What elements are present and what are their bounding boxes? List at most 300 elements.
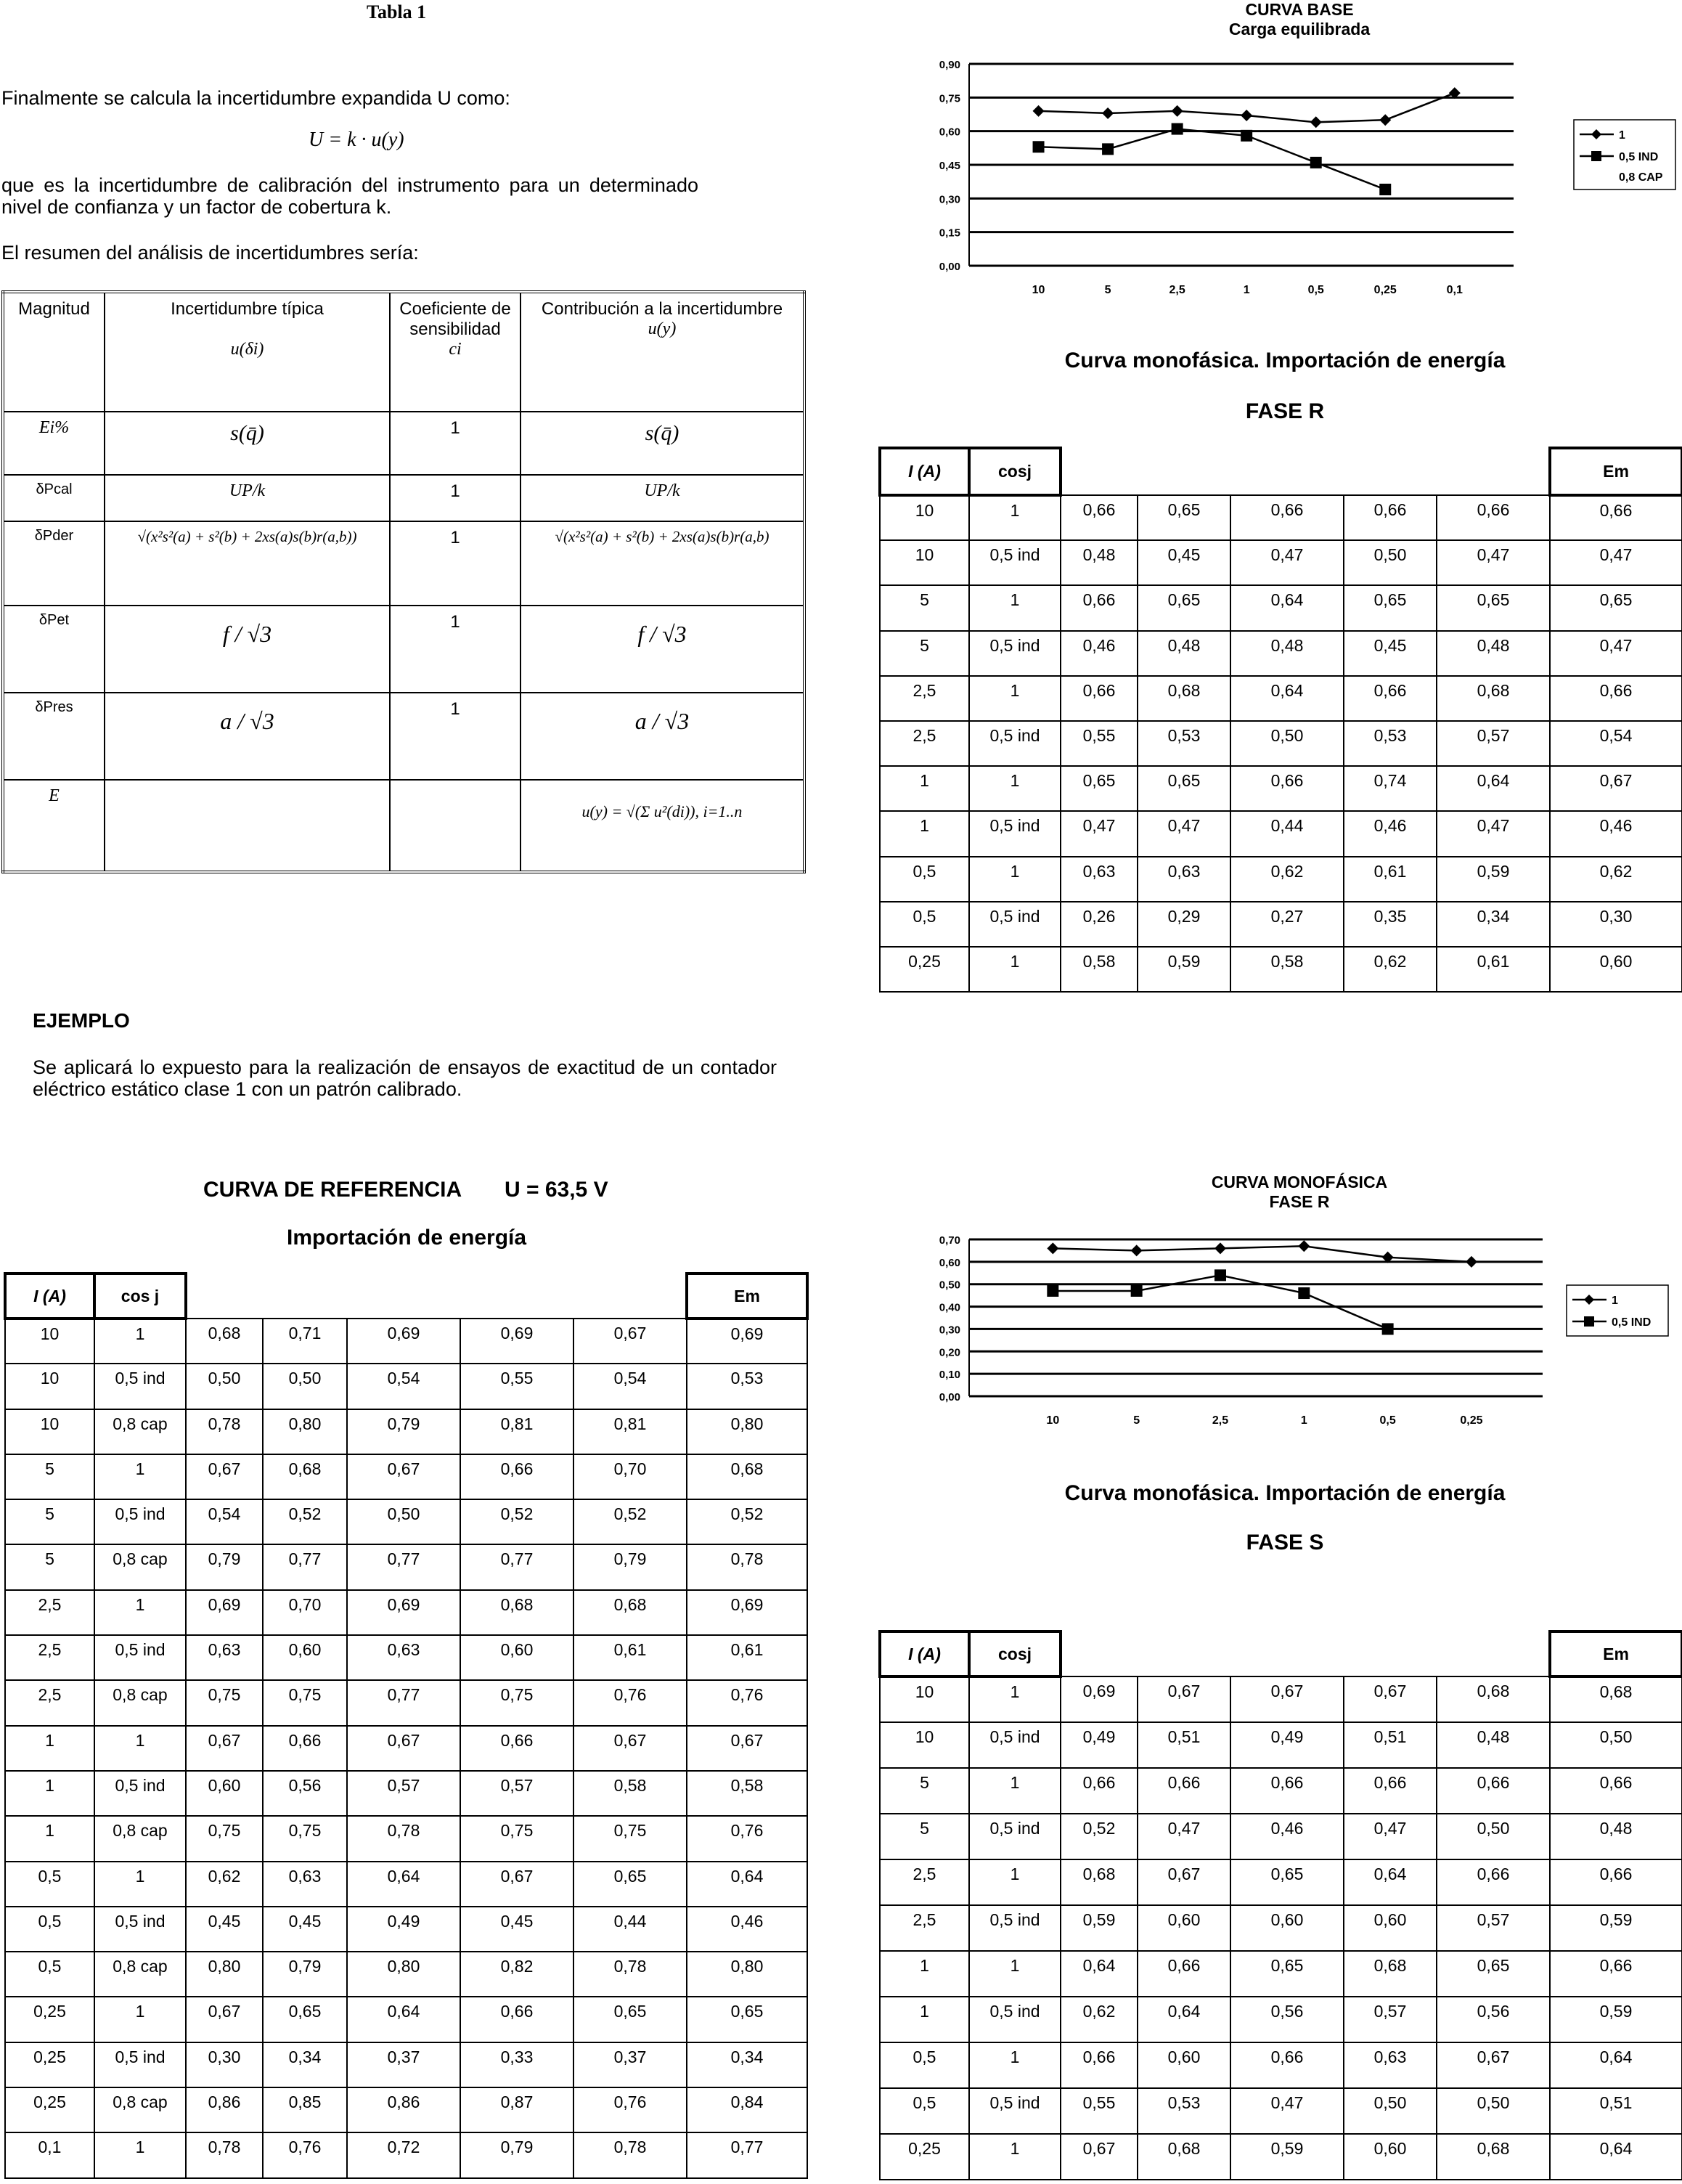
- table-cell: 0,56: [1230, 1997, 1344, 2042]
- table-cell: 0,67: [186, 1726, 263, 1771]
- table-cell: 5: [880, 1814, 969, 1859]
- data-point-square: [1310, 157, 1322, 168]
- table-cell: 0,66: [1344, 676, 1437, 721]
- table-cell: 0,54: [573, 1364, 687, 1409]
- chart1-title: CURVA BASE Carga equilibrada: [1228, 0, 1371, 38]
- table-cell: 1: [969, 1676, 1061, 1722]
- table-cell: 0,65: [1138, 495, 1230, 540]
- y-tick-label: 0,00: [939, 261, 960, 273]
- header-i: I (A): [5, 1274, 94, 1319]
- c-cell: 1: [390, 475, 520, 521]
- mag-cell: E: [3, 780, 105, 872]
- table-cell: 0,5: [880, 2088, 969, 2134]
- table-cell: 0,67: [186, 1454, 263, 1499]
- table-cell: 0,66: [1550, 1951, 1682, 1997]
- intro-line1: Finalmente se calcula la incertidumbre expandida U como:: [1, 87, 510, 109]
- x-tick-label: 5: [1104, 284, 1111, 296]
- table-cell: 0,75: [460, 1680, 573, 1725]
- c-cell: 1: [390, 693, 520, 780]
- table-cell: 0,74: [1344, 766, 1437, 811]
- table-cell: 0,46: [1061, 631, 1138, 676]
- table-cell: 1: [969, 495, 1061, 540]
- table-cell: 0,48: [1138, 631, 1230, 676]
- table-cell: 0,67: [1230, 1676, 1344, 1722]
- table-cell: 0,5: [5, 1907, 94, 1952]
- legend-label: 0,5 IND: [1619, 151, 1659, 163]
- table-cell: 0,48: [1550, 1814, 1682, 1859]
- table-cell: 0,80: [263, 1409, 347, 1454]
- table-cell: 2,5: [5, 1680, 94, 1725]
- table-cell: 0,66: [1550, 676, 1682, 721]
- table-cell: 0,53: [1138, 721, 1230, 766]
- data-point-diamond: [1379, 114, 1391, 126]
- table-cell: 0,50: [1550, 1722, 1682, 1768]
- table-cell: 0,67: [1550, 766, 1682, 811]
- table-cell: 10: [880, 1722, 969, 1768]
- table-cell: 0,5 ind: [969, 2088, 1061, 2134]
- table-cell: 0,25: [880, 2134, 969, 2180]
- table-cell: 1: [880, 766, 969, 811]
- formula-u: U = k · u(y): [309, 129, 404, 151]
- table-cell: 0,45: [186, 1907, 263, 1952]
- table-cell: 0,65: [1061, 766, 1138, 811]
- table-cell: 0,50: [1437, 2088, 1550, 2134]
- table-cell: 0,49: [1061, 1722, 1138, 1768]
- table-cell: 0,52: [1061, 1814, 1138, 1859]
- table-cell: 0,35: [1344, 902, 1437, 947]
- table-cell: 0,78: [186, 2132, 263, 2177]
- table-cell: 0,61: [1437, 947, 1550, 992]
- table-row: [880, 1951, 1682, 1997]
- table-cell: 0,75: [573, 1816, 687, 1861]
- table-cell: 0,5 ind: [94, 1907, 186, 1952]
- table-cell: 0,47: [1550, 631, 1682, 676]
- table-cell: 0,69: [347, 1590, 460, 1635]
- data-point-diamond: [1102, 107, 1114, 119]
- table-cell: 0,59: [1550, 1997, 1682, 2042]
- x-tick-label: 0,1: [1446, 284, 1463, 296]
- table-cell: 0,8 cap: [94, 1409, 186, 1454]
- header-em: Em: [1550, 1631, 1682, 1676]
- table-cell: 0,8 cap: [94, 1544, 186, 1589]
- table-cell: 0,46: [1550, 811, 1682, 856]
- fase-s-label: FASE S: [1246, 1531, 1324, 1555]
- table-cell: 0,5 ind: [969, 902, 1061, 947]
- u-cell: [105, 780, 390, 872]
- table-cell: 0,70: [573, 1454, 687, 1499]
- table-cell: 0,5: [5, 1862, 94, 1907]
- table-cell: 0,67: [347, 1726, 460, 1771]
- table-cell: 0,75: [460, 1816, 573, 1861]
- table-cell: 0,66: [460, 1726, 573, 1771]
- fase-s-title: Curva monofásica. Importación de energía: [1064, 1481, 1506, 1505]
- table-cell: 0,50: [1344, 2088, 1437, 2134]
- table-cell: 0,67: [687, 1726, 807, 1771]
- fase-r-chart: [871, 1227, 1682, 1430]
- legend-marker-square: [1591, 151, 1601, 161]
- table-cell: 0,82: [460, 1952, 573, 1997]
- table-cell: 0,5 ind: [94, 1771, 186, 1816]
- contrib-cell: a / √3: [520, 693, 804, 780]
- y-tick-label: 0,15: [939, 227, 960, 240]
- table-cell: 0,51: [1138, 1722, 1230, 1768]
- table-cell: 0,68: [186, 1319, 263, 1364]
- data-point-square: [1131, 1285, 1143, 1297]
- table-cell: 0,76: [687, 1816, 807, 1861]
- table-cell: 0,65: [1230, 1951, 1344, 1997]
- table-cell: 0,46: [1344, 811, 1437, 856]
- table-cell: 10: [880, 495, 969, 540]
- table-cell: 0,64: [1437, 766, 1550, 811]
- table-cell: 0,57: [347, 1771, 460, 1816]
- table-cell: 0,62: [1230, 857, 1344, 902]
- table-cell: 0,54: [1550, 721, 1682, 766]
- y-tick-label: 0,30: [939, 193, 960, 206]
- table-cell: 0,65: [1437, 1951, 1550, 1997]
- y-tick-label: 0,60: [939, 1256, 960, 1269]
- table-row: [880, 1814, 1682, 1859]
- table-cell: 0,66: [460, 1997, 573, 2042]
- table-cell: 0,50: [1437, 1814, 1550, 1859]
- table-cell: 0,69: [687, 1319, 807, 1364]
- table-cell: 1: [969, 676, 1061, 721]
- table-cell: 1: [94, 1726, 186, 1771]
- table-cell: 0,47: [1437, 811, 1550, 856]
- table-cell: 1: [969, 585, 1061, 630]
- table-cell: 0,68: [1437, 676, 1550, 721]
- contrib-cell: s(q̄): [520, 412, 804, 475]
- table-cell: 0,47: [1230, 540, 1344, 585]
- fase-s-table: [878, 1630, 1682, 2180]
- table-cell: 0,78: [186, 1409, 263, 1454]
- table-cell: 0,65: [263, 1997, 347, 2042]
- table-cell: 0,65: [1344, 585, 1437, 630]
- table-cell: 0,33: [460, 2042, 573, 2087]
- table-cell: 0,65: [573, 1862, 687, 1907]
- table-cell: 0,53: [1138, 2088, 1230, 2134]
- table-cell: 0,44: [573, 1907, 687, 1952]
- data-point-square: [1033, 141, 1045, 152]
- table-cell: 0,64: [347, 1862, 460, 1907]
- table-cell: 0,45: [263, 1907, 347, 1952]
- table-cell: 5: [5, 1544, 94, 1589]
- table-row: [880, 2134, 1682, 2180]
- table-cell: 0,30: [186, 2042, 263, 2087]
- x-tick-label: 0,5: [1307, 284, 1324, 296]
- table-row: [5, 1499, 807, 1544]
- table-row: [5, 1771, 807, 1816]
- table-cell: 0,65: [1230, 1859, 1344, 1905]
- table-cell: 0,63: [1344, 2042, 1437, 2088]
- table-cell: 0,65: [1437, 585, 1550, 630]
- table-cell: 0,60: [1138, 2042, 1230, 2088]
- table-cell: 0,67: [1138, 1676, 1230, 1722]
- legend-label: 1: [1612, 1295, 1618, 1307]
- header-magnitud: Magnitud: [3, 292, 105, 412]
- table-cell: 0,58: [687, 1771, 807, 1816]
- table-row: [5, 1816, 807, 1861]
- table-row: [880, 811, 1682, 856]
- contrib-cell: u(y) = √(Σ u²(di)), i=1..n: [520, 780, 804, 872]
- table-cell: 0,53: [687, 1364, 807, 1409]
- table-cell: 0,60: [1138, 1905, 1230, 1951]
- table-cell: 1: [94, 1862, 186, 1907]
- y-tick-label: 0,00: [939, 1391, 960, 1403]
- table-cell: 0,67: [573, 1726, 687, 1771]
- contrib-cell: √(x²s²(a) + s²(b) + 2xs(a)s(b)r(a,b): [520, 521, 804, 606]
- data-point-square: [1382, 1323, 1394, 1335]
- x-tick-label: 10: [1046, 1414, 1060, 1427]
- x-tick-label: 2,5: [1212, 1414, 1229, 1427]
- table-cell: 0,76: [687, 1680, 807, 1725]
- mag-cell: δPres: [3, 693, 105, 780]
- table-cell: 0,5 ind: [969, 540, 1061, 585]
- legend-label: 0,8 CAP: [1619, 171, 1663, 184]
- table-cell: 0,63: [186, 1635, 263, 1680]
- table-cell: 0,50: [1344, 540, 1437, 585]
- y-tick-label: 0,70: [939, 1234, 960, 1247]
- table-cell: 0,50: [347, 1499, 460, 1544]
- table-row: [5, 1409, 807, 1454]
- x-tick-label: 0,25: [1460, 1414, 1483, 1427]
- table-cell: 0,63: [347, 1635, 460, 1680]
- table-cell: 0,66: [1230, 2042, 1344, 2088]
- table-cell: 0,66: [1138, 1951, 1230, 1997]
- table-cell: 0,66: [263, 1726, 347, 1771]
- table-cell: 0,49: [1230, 1722, 1344, 1768]
- table-cell: 0,71: [263, 1319, 347, 1364]
- data-point-square: [1241, 130, 1252, 142]
- chart2-title: CURVA MONOFÁSICA FASE R: [1211, 1173, 1388, 1211]
- table-cell: 0,87: [460, 2087, 573, 2132]
- table-cell: 0,66: [1230, 766, 1344, 811]
- table-cell: 1: [94, 2132, 186, 2177]
- table-row: [5, 1862, 807, 1907]
- table-cell: 0,59: [1550, 1905, 1682, 1951]
- table-cell: 0,34: [687, 2042, 807, 2087]
- table-cell: 5: [5, 1499, 94, 1544]
- table-cell: 0,61: [573, 1635, 687, 1680]
- table-cell: 0,67: [1437, 2042, 1550, 2088]
- table-row: [880, 1859, 1682, 1905]
- table-cell: 0,80: [687, 1952, 807, 1997]
- table-row: [5, 1590, 807, 1635]
- table-cell: 0,48: [1437, 631, 1550, 676]
- table-cell: 0,63: [1138, 857, 1230, 902]
- table-cell: 0,67: [573, 1319, 687, 1364]
- x-tick-label: 5: [1133, 1414, 1140, 1427]
- table-cell: 0,66: [460, 1454, 573, 1499]
- table-cell: 0,66: [1550, 1859, 1682, 1905]
- table-cell: 1: [969, 857, 1061, 902]
- header-i: I (A): [880, 448, 969, 495]
- table-cell: 0,34: [263, 2042, 347, 2087]
- table-cell: 0,61: [687, 1635, 807, 1680]
- data-point-diamond: [1298, 1240, 1310, 1252]
- table-cell: 0,66: [1061, 495, 1138, 540]
- header-gap: [1061, 448, 1550, 495]
- ejemplo-text: Se aplicará lo expuesto para la realización de ensayos de exactitud de un contador eléctrico estático clase 1 con un patrón calibrado.: [33, 1056, 777, 1100]
- table-cell: 0,64: [1550, 2042, 1682, 2088]
- reference-table: [4, 1272, 809, 2179]
- table-row: [5, 1952, 807, 1997]
- table-cell: 0,59: [1061, 1905, 1138, 1951]
- table-cell: 0,84: [687, 2087, 807, 2132]
- table-row: [880, 1722, 1682, 1768]
- contrib-cell: UP/k: [520, 475, 804, 521]
- table-row: [3, 412, 804, 475]
- table-cell: 0,68: [263, 1454, 347, 1499]
- table-row: [880, 2088, 1682, 2134]
- table-cell: 0,78: [573, 2132, 687, 2177]
- table-cell: 0,75: [263, 1816, 347, 1861]
- header-gap: [1061, 1631, 1550, 1676]
- table-row: [880, 1768, 1682, 1814]
- table-cell: 0,37: [347, 2042, 460, 2087]
- table-row: [880, 947, 1682, 992]
- table-cell: 0,55: [1061, 2088, 1138, 2134]
- fase-r-title: Curva monofásica. Importación de energía: [1064, 349, 1506, 372]
- legend-label: 0,5 IND: [1612, 1316, 1652, 1329]
- table-cell: 0,68: [460, 1590, 573, 1635]
- c-cell: 1: [390, 521, 520, 606]
- ref-subtitle: Importación de energía: [287, 1226, 527, 1250]
- table-cell: 0,66: [1344, 1768, 1437, 1814]
- table-cell: 0,62: [1550, 857, 1682, 902]
- table-cell: 0,77: [460, 1544, 573, 1589]
- data-point-diamond: [1241, 110, 1252, 121]
- table-row: [5, 1544, 807, 1589]
- series-line: [1053, 1246, 1471, 1262]
- table-cell: 0,8 cap: [94, 1952, 186, 1997]
- y-tick-label: 0,90: [939, 59, 960, 71]
- table-cell: 0,66: [1550, 1768, 1682, 1814]
- table-cell: 5: [880, 1768, 969, 1814]
- table-cell: 0,67: [347, 1454, 460, 1499]
- c-cell: 1: [390, 412, 520, 475]
- data-point-diamond: [1033, 105, 1045, 117]
- table-row: [880, 721, 1682, 766]
- table-row: [5, 1726, 807, 1771]
- data-point-diamond: [1466, 1256, 1477, 1268]
- table-cell: 0,78: [573, 1952, 687, 1997]
- header-contribucion: Contribución a la incertidumbre u(y): [520, 292, 804, 412]
- table-cell: 0,66: [1230, 495, 1344, 540]
- y-tick-label: 0,40: [939, 1301, 960, 1314]
- table-cell: 0,80: [347, 1952, 460, 1997]
- table-cell: 10: [5, 1409, 94, 1454]
- table-cell: 0,64: [1550, 2134, 1682, 2180]
- header-cos: cos j: [94, 1274, 186, 1319]
- table-cell: 0,52: [573, 1499, 687, 1544]
- contrib-cell: f / √3: [520, 606, 804, 693]
- table-cell: 10: [5, 1319, 94, 1364]
- y-tick-label: 0,20: [939, 1346, 960, 1359]
- table-cell: 0,66: [1437, 495, 1550, 540]
- table-cell: 0,62: [1344, 947, 1437, 992]
- c-cell: [390, 780, 520, 872]
- table-cell: 0,50: [186, 1364, 263, 1409]
- table-cell: 0,66: [1061, 585, 1138, 630]
- table-header-row: [5, 1274, 807, 1319]
- table-row: [880, 1676, 1682, 1722]
- table-cell: 0,68: [1138, 2134, 1230, 2180]
- legend-label: 1: [1619, 129, 1625, 142]
- data-point-diamond: [1310, 116, 1322, 128]
- y-tick-label: 0,60: [939, 126, 960, 139]
- table-cell: 0,67: [460, 1862, 573, 1907]
- header-i: I (A): [880, 1631, 969, 1676]
- data-point-square: [1047, 1285, 1058, 1297]
- table-cell: 0,69: [1061, 1676, 1138, 1722]
- data-point-square: [1298, 1287, 1310, 1299]
- x-tick-label: 0,5: [1379, 1414, 1396, 1427]
- table-cell: 0,59: [1230, 2134, 1344, 2180]
- table-cell: 0,55: [1061, 721, 1138, 766]
- x-tick-label: 1: [1300, 1414, 1307, 1427]
- table-cell: 0,59: [1437, 857, 1550, 902]
- table-cell: 0,79: [347, 1409, 460, 1454]
- table-row: [5, 1680, 807, 1725]
- table-cell: 0,66: [1061, 676, 1138, 721]
- table-cell: 0,81: [460, 1409, 573, 1454]
- table-cell: 0,53: [1344, 721, 1437, 766]
- data-point-diamond: [1047, 1242, 1058, 1254]
- table-header-row: [880, 1631, 1682, 1676]
- table-row: [5, 1997, 807, 2042]
- table-cell: 0,48: [1230, 631, 1344, 676]
- mag-cell: Ei%: [3, 412, 105, 475]
- table-cell: 0,37: [573, 2042, 687, 2087]
- table-cell: 0,54: [186, 1499, 263, 1544]
- table-cell: 0,86: [186, 2087, 263, 2132]
- table-cell: 0,67: [1061, 2134, 1138, 2180]
- table-cell: 0,76: [573, 2087, 687, 2132]
- table-cell: 5: [880, 631, 969, 676]
- table-cell: 0,57: [460, 1771, 573, 1816]
- table-cell: 0,56: [263, 1771, 347, 1816]
- table-cell: 0,66: [1230, 1768, 1344, 1814]
- data-point-square: [1172, 123, 1183, 135]
- table-cell: 0,76: [573, 1680, 687, 1725]
- table-cell: 0,27: [1230, 902, 1344, 947]
- table-cell: 0,29: [1138, 902, 1230, 947]
- table-cell: 1: [5, 1726, 94, 1771]
- c-cell: 1: [390, 606, 520, 693]
- table-cell: 0,62: [186, 1862, 263, 1907]
- table-cell: 2,5: [5, 1635, 94, 1680]
- table-cell: 0,86: [347, 2087, 460, 2132]
- table-cell: 0,46: [687, 1907, 807, 1952]
- header-em: Em: [687, 1274, 807, 1319]
- table-cell: 0,8 cap: [94, 1680, 186, 1725]
- table-row: [880, 902, 1682, 947]
- y-tick-label: 0,10: [939, 1369, 960, 1382]
- table-cell: 1: [969, 1859, 1061, 1905]
- table-cell: 0,65: [1550, 585, 1682, 630]
- intro-line2: que es la incertidumbre de calibración del instrumento para un determinado nivel de confianza y un factor de cobertura k.: [1, 174, 698, 218]
- table-cell: 0,60: [1344, 1905, 1437, 1951]
- table-cell: 0,5 ind: [969, 631, 1061, 676]
- table-cell: 0,66: [1437, 1768, 1550, 1814]
- table-cell: 0,78: [687, 1544, 807, 1589]
- table-cell: 0,79: [573, 1544, 687, 1589]
- table-cell: 1: [969, 947, 1061, 992]
- table-cell: 2,5: [880, 721, 969, 766]
- table-cell: 0,69: [347, 1319, 460, 1364]
- table-cell: 0,5 ind: [969, 721, 1061, 766]
- table-cell: 0,45: [1138, 540, 1230, 585]
